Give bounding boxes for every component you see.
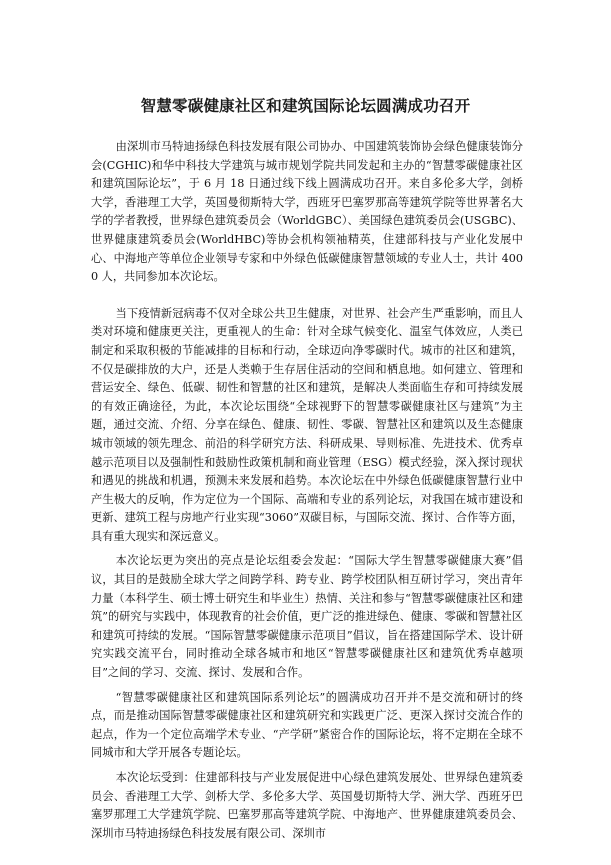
paragraph-highlights: 本次论坛更为突出的亮点是论坛组委会发起：“国际大学生智慧零碳健康大赛”倡议，其目的是鼓励全球大学之间跨学科、跨专业、跨学校团队相互研讨学习，突出青年力量（本科学生、硕士博士研究生和毕业生）热情、关注和参与“智慧零碳健康社区和建筑”的研究与实践中，体现教育的社会价值，更广泛的推进绿色、健康、零碳和智慧社区和建筑可持续的发展。“国际智慧零碳健康示范项目”倡议，旨在搭建国际学术、设计研究实践交流平台，同时推动全球各城市和地区“智慧零碳健康社区和建筑优秀卓越项目”之间的学习、交流、探讨、发展和合作。 (91, 554, 523, 680)
paragraph-supporters: 本次论坛受到：住建部科技与产业发展促进中心绿色建筑发展处、世界绿色建筑委员会、香港理工大学、剑桥大学、多伦多大学、英国曼切斯特大学、洲大学、西班牙巴塞罗那理工大学建筑学院、巴塞罗那高等建筑学院、中海地产、世界健康建筑委员会、深圳市马特迪扬绿色科技发展有限公司、深圳市 (91, 771, 523, 840)
article-body (91, 138, 523, 849)
paragraph-outlook: “智慧零碳健康社区和建筑国际系列论坛”的圆满成功召开并不是交流和研讨的终点，而是推动国际智慧零碳健康社区和建筑研究和实践更广泛、更深入探讨交流合作的起点，作为一个定位高端学术专业、“产学研”紧密合作的国际论坛，将不定期在全球不同城市和大学开展各专题论坛。 (91, 690, 523, 760)
paragraph-intro: 由深圳市马特迪扬绿色科技发展有限公司协办、中国建筑装饰协会绿色健康装饰分会(CGHIC)和华中科技大学建筑与城市规划学院共同发起和主办的“智慧零碳健康社区和建筑国际论坛”，于 6 月 18 日通过线下线上圆满成功召开。来自多伦多大学，剑桥大学，香港理工大学，英国曼彻斯特大学，西班牙巴塞罗那高等建筑学院等世界著名大学的学者教授，世界绿色建筑委员会（WorldGBC）、美国绿色建筑委员会(USGBC)、世界健康建筑委员会(WorldHBC)等协会机构领袖精英，住建部科技与产业化发展中心、中海地产等单位企业领导专家和中外绿色低碳健康智慧领域的专业人士，共计 4000 人，共同参加本次论坛。 (91, 140, 523, 284)
page-title: 智慧零碳健康社区和建筑国际论坛圆满成功召开 (140, 97, 471, 115)
paragraph-background: 当下疫情新冠病毒不仅对全球公共卫生健康，对世界、社会产生严重影响，而且人类对环境和健康更关注，更重视人的生命：针对全球气候变化、温室气体效应，人类已制定和采取积极的节能减排的目标和行动，全球迈向净零碳时代。城市的社区和建筑，不仅是碳排放的大户，还是人类赖于生存居住活动的空间和栖息地。如何建立、管理和营运安全、绿色、低碳、韧性和智慧的社区和建筑，是解决人类面临生存和可持续发展的有效正确途径，为此，本次论坛围绕“全球视野下的智慧零碳健康社区与建筑”为主题，通过交流、介绍、分享在绿色、健康、韧性、零碳、智慧社区和建筑以及生态健康城市领域的领先理念、前沿的科学研究方法、科研成果、导则标准、先进技术、优秀卓越示范项目以及强制性和鼓励性政策机制和商业管理（ESG）模式经验，深入探讨现状和遇见的挑战和机遇，预测未来发展和趋势。本次论坛在中外绿色低碳健康智慧行业中产生极大的反响，作为定位为一个国际、高端和专业的系列论坛，对我国在城市建设和更新、建筑工程与房地产行业实现“3060”双碳目标，与国际交流、探讨、合作等方面，具有重大现实和深远意义。 (91, 306, 523, 543)
